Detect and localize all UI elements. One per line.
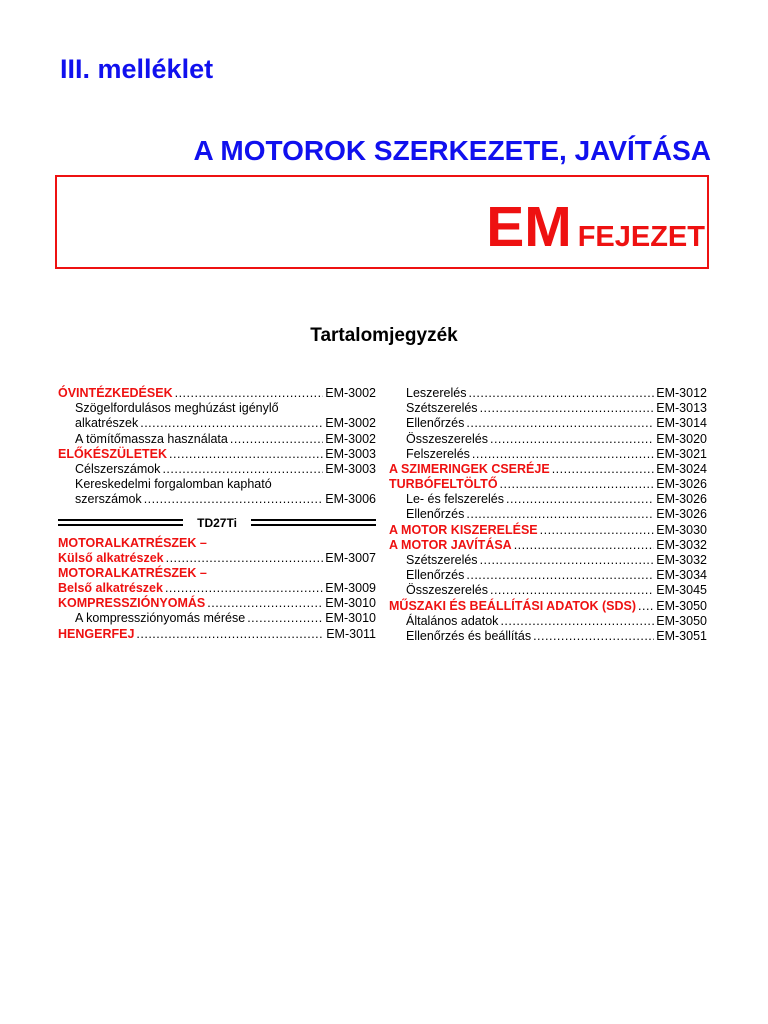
- toc-entry-title: HENGERFEJ: [58, 626, 135, 641]
- toc-entry-page: EM-3050: [656, 613, 707, 628]
- toc-left-pre: [58, 386, 376, 508]
- toc-entry-title: KOMPRESSZIÓNYOMÁS: [58, 596, 206, 611]
- toc-entry-title: ELŐKÉSZÜLETEK: [58, 446, 168, 461]
- toc-entry-title: Célszerszámok: [75, 461, 161, 476]
- toc-leader: [480, 553, 655, 568]
- toc-entry-page: EM-3050: [656, 598, 707, 613]
- toc-entry[interactable]: [389, 583, 707, 598]
- toc-entry[interactable]: [389, 492, 707, 507]
- separator-rule: [251, 519, 376, 526]
- toc-leader: [480, 401, 655, 416]
- toc-entry-page: EM-3024: [656, 461, 707, 476]
- toc-entry[interactable]: [389, 416, 707, 431]
- toc-entry-title: Szétszerelés: [406, 553, 478, 568]
- toc-leader: [175, 386, 324, 401]
- toc-leader: [638, 599, 654, 614]
- toc-leader: [472, 447, 654, 462]
- toc-leader: [230, 432, 323, 447]
- toc-entry-title: alkatrészek: [75, 416, 139, 431]
- toc-entry-title: Ellenőrzés: [406, 416, 465, 431]
- toc-entry-title: ÓVINTÉZKEDÉSEK: [58, 385, 173, 400]
- toc-entry[interactable]: [389, 553, 707, 568]
- toc-entry-page: EM-3003: [325, 446, 376, 461]
- toc-entry-title: TURBÓFELTÖLTŐ: [389, 477, 498, 492]
- toc-entry-title: MŰSZAKI ÉS BEÁLLÍTÁSI ADATOK (SDS): [389, 598, 636, 613]
- engine-label: TD27Ti: [197, 515, 237, 530]
- toc-entry[interactable]: [389, 508, 707, 523]
- engine-separator: [58, 512, 376, 534]
- main-title: A MOTOROK SZERKEZETE, JAVÍTÁSA: [193, 135, 711, 166]
- toc-entry-page: EM-3032: [656, 553, 707, 568]
- toc-entry-title: Összeszerelés: [406, 583, 488, 598]
- toc-entry-page: EM-3010: [325, 596, 376, 611]
- toc-leader: [144, 492, 324, 507]
- toc-leader: [247, 611, 323, 626]
- toc-leader: [207, 596, 323, 611]
- toc-entry[interactable]: [58, 611, 376, 626]
- toc-entry-page: EM-3013: [656, 401, 707, 416]
- toc-entry-page: EM-3002: [325, 431, 376, 446]
- toc-leader: [136, 627, 324, 642]
- toc-leader: [540, 523, 655, 538]
- toc-entry-page: EM-3014: [656, 416, 707, 431]
- toc-entry-page: EM-3012: [656, 385, 707, 400]
- toc-entry-page: EM-3009: [325, 581, 376, 596]
- toc-entry[interactable]: [58, 492, 376, 507]
- toc-entry-title: Felszerelés: [406, 446, 470, 461]
- toc-leader: [140, 416, 323, 431]
- toc-entry[interactable]: [58, 581, 376, 596]
- toc-entry-title: Összeszerelés: [406, 431, 488, 446]
- toc-leader: [514, 538, 655, 553]
- toc-entry-title: Ellenőrzés és beállítás: [406, 628, 532, 643]
- toc-entry-title: Leszerelés: [406, 385, 467, 400]
- toc-entry-title: A MOTOR KISZERELÉSE: [389, 522, 538, 537]
- toc-entry-page: EM-3030: [656, 522, 707, 537]
- toc-entry-title: A tömítőmassza használata: [75, 431, 228, 446]
- toc-entry[interactable]: [58, 447, 376, 462]
- toc-entry[interactable]: [58, 386, 376, 401]
- toc-entry[interactable]: [389, 462, 707, 477]
- toc-entry-page: EM-3051: [656, 628, 707, 643]
- toc-entry[interactable]: [58, 596, 376, 611]
- toc-entry-title: A kompressziónyomás mérése: [75, 611, 246, 626]
- toc-entry-title: Szétszerelés: [406, 401, 478, 416]
- toc-entry[interactable]: [389, 401, 707, 416]
- toc-entry-page: EM-3034: [656, 568, 707, 583]
- toc-entry-page: EM-3011: [326, 626, 376, 641]
- toc-right-column: [389, 386, 707, 644]
- toc-leader: [468, 386, 654, 401]
- toc-leader: [466, 416, 654, 431]
- toc-leader: [466, 507, 654, 522]
- toc-entry[interactable]: [58, 432, 376, 447]
- toc-entry-page: EM-3032: [656, 537, 707, 552]
- toc-entry-title: Ellenőrzés: [406, 568, 465, 583]
- toc-leader: [165, 581, 323, 596]
- toc-entry[interactable]: [389, 538, 707, 553]
- toc-entry[interactable]: [389, 629, 707, 644]
- toc-entry[interactable]: [389, 386, 707, 401]
- toc-entry[interactable]: [389, 568, 707, 583]
- toc-entry-title: szerszámok: [75, 492, 142, 507]
- toc-leader: [552, 462, 655, 477]
- appendix-heading: III. melléklet: [60, 54, 214, 84]
- toc-entry[interactable]: [389, 523, 707, 538]
- toc-leader: [533, 629, 654, 644]
- toc-entry-title: Általános adatok: [406, 613, 499, 628]
- toc-leader: [169, 447, 323, 462]
- toc-leader: [500, 614, 654, 629]
- toc-entry-title[interactable]: MOTORALKATRÉSZEK –: [58, 565, 207, 580]
- toc-entry-title: Belső alkatrészek: [58, 581, 163, 596]
- toc-entry-page: EM-3010: [325, 611, 376, 626]
- toc-entry-title: A SZIMERINGEK CSERÉJE: [389, 461, 550, 476]
- chapter-label: [486, 195, 705, 259]
- chapter-word: FEJEZET: [577, 221, 705, 253]
- chapter-box: [55, 175, 709, 269]
- toc-left-column: [58, 386, 376, 642]
- toc-entry-page: EM-3026: [656, 477, 707, 492]
- toc-entry-title: Külső alkatrészek: [58, 550, 164, 565]
- toc-entry-page: EM-3006: [325, 492, 376, 507]
- chapter-code: EM: [486, 195, 572, 259]
- toc-entry[interactable]: [58, 462, 376, 477]
- toc-leader: [466, 568, 654, 583]
- toc-entry[interactable]: [389, 477, 707, 492]
- toc-entry-title[interactable]: MOTORALKATRÉSZEK –: [58, 535, 207, 550]
- toc-left-post: [58, 536, 376, 642]
- toc-entry[interactable]: [389, 432, 707, 447]
- toc-entry-page: EM-3002: [325, 416, 376, 431]
- toc-leader: [500, 477, 655, 492]
- toc-entry-page: EM-3026: [656, 492, 707, 507]
- toc-entry-title: A MOTOR JAVÍTÁSA: [389, 537, 512, 552]
- toc-leader: [162, 462, 323, 477]
- toc-entry-title[interactable]: Szögelfordulásos meghúzást igénylő: [75, 401, 279, 416]
- toc-entry-page: EM-3007: [325, 550, 376, 565]
- toc-title: Tartalomjegyzék: [310, 325, 458, 346]
- toc-entry[interactable]: [389, 614, 707, 629]
- separator-rule: [58, 519, 183, 526]
- toc-entry-title: Le- és felszerelés: [406, 492, 504, 507]
- toc-leader: [490, 432, 654, 447]
- toc-entry[interactable]: [58, 416, 376, 431]
- toc-entry[interactable]: [389, 599, 707, 614]
- toc-entry-title: Ellenőrzés: [406, 507, 465, 522]
- toc-entry[interactable]: [58, 551, 376, 566]
- toc-leader: [506, 492, 654, 507]
- toc-entry[interactable]: [58, 627, 376, 642]
- toc-entry-page: EM-3020: [656, 431, 707, 446]
- toc-entry-page: EM-3002: [325, 385, 376, 400]
- toc-leader: [490, 583, 654, 598]
- toc-leader: [166, 551, 324, 566]
- toc-entry-page: EM-3003: [325, 461, 376, 476]
- toc-entry-title[interactable]: Kereskedelmi forgalomban kapható: [75, 477, 272, 492]
- toc-entry-page: EM-3026: [656, 507, 707, 522]
- toc-entry-page: EM-3045: [656, 583, 707, 598]
- toc-entry-page: EM-3021: [656, 446, 707, 461]
- toc-entry[interactable]: [389, 447, 707, 462]
